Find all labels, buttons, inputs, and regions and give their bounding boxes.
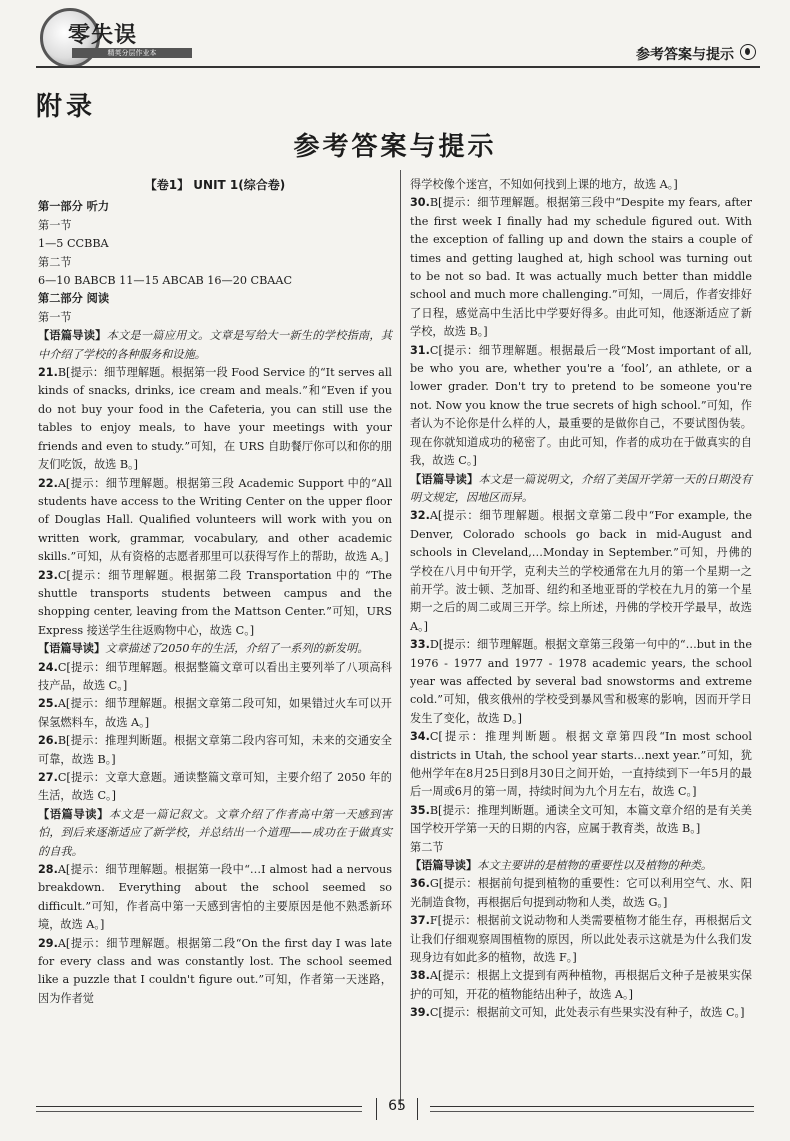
text-line: 第一节 xyxy=(38,218,72,232)
section-heading: 第二部分 阅读 xyxy=(38,292,110,306)
passage-guide xyxy=(38,327,392,364)
answer-item xyxy=(410,194,752,341)
passage-guide xyxy=(410,857,752,875)
text-line: 得学校像个迷宫，不知如何找到上课的地方，故选 A。] xyxy=(410,178,678,191)
answer-item xyxy=(410,636,752,728)
question-number: 38. xyxy=(410,969,430,983)
passage-guide xyxy=(38,806,392,861)
volume-heading: 【卷1】 UNIT 1(综合卷) xyxy=(144,178,286,192)
guide-tag: 【语篇导读】 xyxy=(38,329,107,343)
answer-explanation: F[提示：根据前文说动物和人类需要植物才能生存，再根据后文让我们仔细观察周围植物的原因，所以此处表示这就是为什么我们发现身边有如此多的植物，故选 F。] xyxy=(410,914,752,965)
question-number: 29. xyxy=(38,936,58,950)
question-number: 22. xyxy=(38,476,58,490)
guide-text: 本文是一篇说明文，介绍了美国开学第一天的日期没有明文规定，因地区而异。 xyxy=(410,472,752,504)
guide-tag: 【语篇导读】 xyxy=(38,642,106,656)
question-number: 23. xyxy=(38,568,58,582)
question-number: 39. xyxy=(410,1006,430,1020)
passage-guide xyxy=(410,471,752,508)
guide-text: 本文主要讲的是植物的重要性以及植物的种类。 xyxy=(477,859,713,873)
answer-explanation: B[提示：细节理解题。根据第一段 Food Service 的“It serves all kinds of snacks, drinks, ice cream and meals.”和“Even if you do not buy your food in the Cafeteria, you can still use the tables to enjoy meals, to have your meetings with your friends and even to study.”可知，在 URS 自助餐厅你可以和你的朋友们吃饭，故选 B。] xyxy=(38,366,392,472)
answer-explanation: A[提示：根据上文提到有两种植物，再根据后文种子是被果实保护的可知，开花的植物能结出种子，故选 A。] xyxy=(410,969,752,1001)
answer-explanation: C[提示：细节理解题。根据最后一段“Most important of all, be who you are, whether you're a ‘fool’, an athlete, or a lower grader. Don't try to pretend to be someone you're not. Now you know the true secrets of high school.”可知，作者认为不论你是什么样的人，最重要的是做你自己，不要试图伪装。现在你就知道成功的秘密了。由此可知，作者的成功在于做真实的自我，故选 C。] xyxy=(410,343,752,468)
right-column xyxy=(410,176,752,1023)
text-line: 第二节 xyxy=(410,840,444,854)
answer-explanation: A[提示：细节理解题。根据文章第二段中“For example, the Denver, Colorado schools go back in mid-August and schools in Cleveland,…Monday in September.”可知，丹佛的学校在八月中旬开学，克利夫兰的学校通常在九月的第一个星期一之前开学。波士顿、芝加哥、纽约和圣地亚哥的学校在九月的第一个星期一之后的周二或周三开学。综上所述，丹佛的学校开学最早，故选 A。] xyxy=(410,509,752,633)
header-emblem-icon xyxy=(740,44,756,60)
answer-item xyxy=(38,567,392,641)
answer-explanation: B[提示：推理判断题。根据文章第二段内容可知，未来的交通安全可靠，故选 B。] xyxy=(38,734,392,766)
answer-item xyxy=(38,659,392,696)
question-number: 24. xyxy=(38,660,58,674)
answer-item xyxy=(38,935,392,1009)
answer-explanation: C[提示：文章大意题。通读整篇文章可知，主要介绍了 2050 年的生活，故选 C。] xyxy=(38,771,392,803)
guide-tag: 【语篇导读】 xyxy=(410,859,478,873)
text-line: 6—10 BABCB 11—15 ABCAB 16—20 CBAAC xyxy=(38,274,293,288)
answer-item xyxy=(410,875,752,912)
answer-explanation: A[提示：细节理解题。根据第二段“On the first day I was late for every class and was constantly lost. The school seemed like a puzzle that I couldn't figure out.”可知，作者第一天迷路，因为作者觉 xyxy=(38,936,392,1005)
passage-guide xyxy=(38,640,392,658)
answer-explanation: C[提示：细节理解题。根据第二段 Transportation 中的 “The shuttle transports students between campus and the shopping center, leaving from the Mattson Center.”可知，URS Express 接送学生往返购物中心，故选 C。] xyxy=(38,568,392,637)
text-line: 第二节 xyxy=(38,255,72,269)
logo xyxy=(40,8,190,70)
question-number: 34. xyxy=(410,730,430,744)
answer-explanation: C[提示：根据前文可知，此处表示有些果实没有种子，故选 C。] xyxy=(429,1006,745,1020)
answer-item xyxy=(410,342,752,471)
footer-rule-left-thin xyxy=(36,1111,362,1112)
answer-item xyxy=(410,802,752,839)
question-number: 32. xyxy=(410,509,430,523)
page-title: 参考答案与提示 xyxy=(293,132,497,162)
answer-explanation: D[提示：细节理解题。根据文章第三段第一句中的“…but in the 1976 - 1977 and 1977 - 1978 academic years, the school year was affected by several bad snowstorms and extreme cold.”可知，俄亥俄州的学校受到暴风雪和极寒的影响，因而开学日发生了变化，故选 D。] xyxy=(410,638,752,725)
guide-tag: 【语篇导读】 xyxy=(38,807,109,821)
footer-rule-left xyxy=(36,1106,362,1107)
text-line: 第一节 xyxy=(38,310,72,324)
answer-item xyxy=(38,695,392,732)
appendix-heading: 附录 xyxy=(36,92,97,122)
guide-text: 文章描述了2050年的生活，介绍了一系列的新发明。 xyxy=(105,642,369,656)
question-number: 30. xyxy=(410,196,430,210)
question-number: 27. xyxy=(38,771,58,784)
question-number: 28. xyxy=(38,863,58,877)
answer-explanation: A[提示：细节理解题。根据第三段 Academic Support 中的“All students have access to the Writing Center on the upper floor of Douglas Hall. Qualified volunteers will work with you on written work, grammar, vocabulary, and other academic skills.”可知，从有资格的志愿者那里可以获得写作上的帮助，故选 A。] xyxy=(38,476,392,564)
question-number: 21. xyxy=(38,366,58,380)
guide-text: 本文是一篇记叙文。文章介绍了作者高中第一天感到害怕，到后来逐渐适应了新学校，并总结出一个道理——成功在于做真实的自我。 xyxy=(38,807,392,858)
left-column xyxy=(38,176,392,1008)
question-number: 31. xyxy=(410,343,430,357)
answer-item xyxy=(38,861,392,935)
section-heading: 第一部分 听力 xyxy=(38,200,110,214)
answer-item xyxy=(410,1004,752,1022)
answer-item xyxy=(410,507,752,636)
answer-explanation: C[提示：推理判断题。根据文章第四段“In most school districts in Utah, the school year starts…next year.”可知，犹他州学年在8月25日到8月30日之间开始，一直持续到下一年5月的最后一周或6月的第一周，持续时间为九个月左右，故选 C。] xyxy=(410,730,752,799)
answer-item xyxy=(38,769,392,806)
answer-item xyxy=(410,967,752,1004)
text-line: 1—5 CCBBA xyxy=(38,237,109,251)
question-number: 26. xyxy=(38,734,58,748)
answer-explanation: B[提示：推理判断题。通读全文可知，本篇文章介绍的是有关美国学校开学第一天的日期的内容，应属于教育类，故选 B。] xyxy=(410,803,752,836)
question-number: 37. xyxy=(410,914,430,928)
question-number: 35. xyxy=(410,803,430,817)
footer-rule-right xyxy=(430,1106,754,1107)
answer-explanation: C[提示：细节理解题。根据整篇文章可以看出主要列举了八项高科技产品，故选 C。] xyxy=(38,660,392,692)
answer-item xyxy=(410,728,752,802)
answer-explanation: G[提示：根据前句提到植物的重要性：它可以利用空气、水、阳光制造食物，再根据后句提到动物和人类，故选 G。] xyxy=(410,877,752,909)
header-rule xyxy=(36,66,760,68)
footer-rule-right-thin xyxy=(430,1111,754,1112)
column-divider xyxy=(400,170,401,1108)
guide-text: 本文是一篇应用文。文章是写给大一新生的学校指南，其中介绍了学校的各种服务和设施。 xyxy=(38,329,392,361)
answer-item xyxy=(38,732,392,769)
answer-item xyxy=(38,475,392,567)
guide-tag: 【语篇导读】 xyxy=(410,472,479,486)
question-number: 36. xyxy=(410,877,430,891)
question-number: 25. xyxy=(38,697,58,711)
question-number: 33. xyxy=(410,638,430,652)
answer-explanation: A[提示：细节理解题。根据文章第二段可知，如果错过火车可以开保氢燃料车，故选 A。] xyxy=(38,697,392,729)
answer-explanation: A[提示：细节理解题。根据第一段中“…I almost had a nervous breakdown. Everything about the school seemed so difficult.”可知，作者高中第一天感到害怕的主要原因是他不熟悉新环境，故选 A。] xyxy=(38,863,392,932)
header-title: 参考答案与提示 xyxy=(636,47,734,63)
answer-item xyxy=(410,912,752,967)
answer-explanation: B[提示：细节理解题。根据第三段中“Despite my fears, after the first week I finally had my schedule figured out. With the exception of falling up and down the stairs a couple of times and getting laughed at, high school was turning out to be not so bad. It was actually much better than middle school and much more challenging.”可知，一周后，作者安排好了日程，感觉高中生活比中学要好得多。由此可知，他逐渐适应了新学校，故选 B。] xyxy=(410,196,752,339)
logo-band: 精英分层作业本 xyxy=(72,48,192,58)
page-number: 65 xyxy=(372,1098,422,1114)
answer-item xyxy=(38,364,392,474)
logo-text: 零失误 xyxy=(68,22,138,48)
